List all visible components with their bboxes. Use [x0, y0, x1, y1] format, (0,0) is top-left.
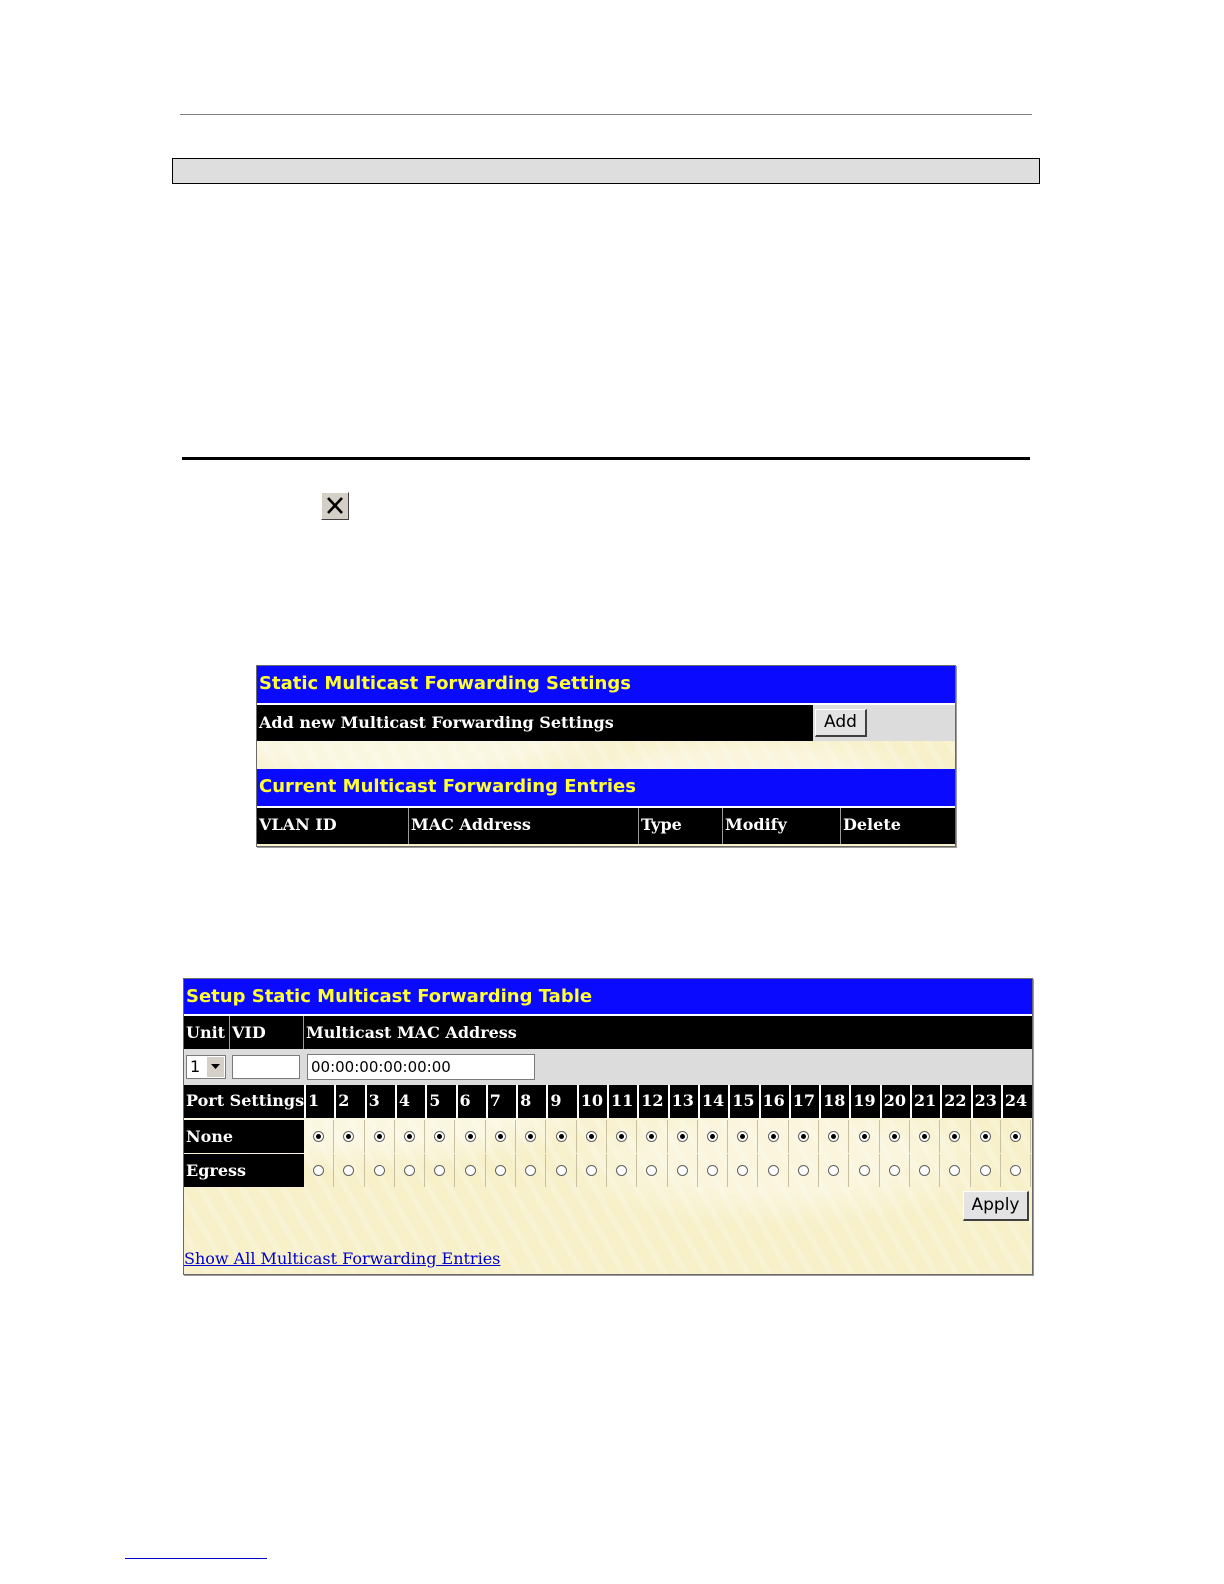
- none-label: None: [184, 1120, 304, 1153]
- none-radio-port-24[interactable]: [1010, 1131, 1021, 1142]
- egress-radio-cell-2: [334, 1154, 364, 1187]
- static-multicast-settings-panel: [256, 665, 956, 847]
- none-radio-port-3[interactable]: [374, 1131, 385, 1142]
- none-radio-port-21[interactable]: [919, 1131, 930, 1142]
- egress-radio-cell-24: [1001, 1154, 1031, 1187]
- egress-radio-cell-11: [607, 1154, 637, 1187]
- port-number-4: 4: [395, 1085, 425, 1118]
- egress-radio-cell-5: [425, 1154, 455, 1187]
- egress-radio-port-15[interactable]: [737, 1165, 748, 1176]
- none-radio-cell-18: [819, 1120, 849, 1153]
- port-number-20: 20: [880, 1085, 910, 1118]
- port-number-22: 22: [940, 1085, 970, 1118]
- port-number-13: 13: [668, 1085, 698, 1118]
- port-numbers-row: [184, 1085, 1032, 1118]
- egress-radio-port-12[interactable]: [646, 1165, 657, 1176]
- egress-radio-cell-6: [456, 1154, 486, 1187]
- egress-radio-cell-12: [637, 1154, 667, 1187]
- col-vlan-id: VLAN ID: [257, 808, 409, 844]
- none-radio-port-11[interactable]: [616, 1131, 627, 1142]
- egress-radio-cell-1: [304, 1154, 334, 1187]
- none-radio-port-7[interactable]: [495, 1131, 506, 1142]
- none-radio-cell-12: [637, 1120, 667, 1153]
- gray-header-bar: [172, 158, 1040, 184]
- none-radio-port-22[interactable]: [949, 1131, 960, 1142]
- none-radio-cell-4: [395, 1120, 425, 1153]
- panel2-title: Setup Static Multicast Forwarding Table: [184, 979, 1032, 1016]
- egress-radio-cell-19: [849, 1154, 879, 1187]
- section-rule: [182, 457, 1030, 460]
- egress-radio-port-2[interactable]: [343, 1165, 354, 1176]
- apply-button[interactable]: Apply: [963, 1191, 1029, 1221]
- port-number-14: 14: [698, 1085, 728, 1118]
- egress-radio-cell-22: [940, 1154, 970, 1187]
- none-radio-cell-11: [607, 1120, 637, 1153]
- none-radio-port-19[interactable]: [859, 1131, 870, 1142]
- egress-radio-cell-14: [698, 1154, 728, 1187]
- egress-radio-cell-17: [789, 1154, 819, 1187]
- egress-radio-port-14[interactable]: [707, 1165, 718, 1176]
- egress-radio-cell-20: [880, 1154, 910, 1187]
- add-row: [257, 705, 955, 741]
- spacer-row: [257, 741, 955, 769]
- egress-label: Egress: [184, 1154, 304, 1187]
- egress-radio-port-19[interactable]: [859, 1165, 870, 1176]
- none-radio-cell-20: [880, 1120, 910, 1153]
- none-radio-cell-10: [577, 1120, 607, 1153]
- none-radio-port-18[interactable]: [828, 1131, 839, 1142]
- vid-header: VID: [230, 1016, 304, 1049]
- unit-select-value: 1: [190, 1057, 201, 1076]
- none-radio-cell-2: [334, 1120, 364, 1153]
- none-radio-cell-14: [698, 1120, 728, 1153]
- none-radio-port-17[interactable]: [798, 1131, 809, 1142]
- entries-title: Current Multicast Forwarding Entries: [257, 769, 955, 808]
- port-number-11: 11: [607, 1085, 637, 1118]
- egress-radio-port-21[interactable]: [919, 1165, 930, 1176]
- none-radio-port-9[interactable]: [556, 1131, 567, 1142]
- panel1-title: Static Multicast Forwarding Settings: [257, 666, 955, 705]
- none-radio-port-8[interactable]: [525, 1131, 536, 1142]
- egress-radio-cell-8: [516, 1154, 546, 1187]
- unit-select[interactable]: [186, 1055, 226, 1079]
- egress-radio-port-18[interactable]: [828, 1165, 839, 1176]
- none-radio-cell-22: [940, 1120, 970, 1153]
- egress-radio-cell-23: [971, 1154, 1001, 1187]
- port-number-5: 5: [425, 1085, 455, 1118]
- port-number-6: 6: [456, 1085, 486, 1118]
- none-radio-cell-19: [849, 1120, 879, 1153]
- none-radio-cell-21: [910, 1120, 940, 1153]
- egress-radio-cell-16: [759, 1154, 789, 1187]
- port-number-8: 8: [516, 1085, 546, 1118]
- egress-radio-cell-15: [728, 1154, 758, 1187]
- footer-link-underline: [125, 1558, 267, 1559]
- none-radio-port-14[interactable]: [707, 1131, 718, 1142]
- multicast-mac-input[interactable]: [307, 1054, 535, 1080]
- col-delete: Delete: [843, 815, 901, 834]
- egress-radio-port-17[interactable]: [798, 1165, 809, 1176]
- entries-header-row: [257, 808, 955, 844]
- egress-radio-port-8[interactable]: [525, 1165, 536, 1176]
- chevron-down-icon[interactable]: [206, 1057, 224, 1077]
- none-radio-port-16[interactable]: [768, 1131, 779, 1142]
- egress-radio-cell-4: [395, 1154, 425, 1187]
- port-number-7: 7: [486, 1085, 516, 1118]
- col-modify: Modify: [723, 808, 841, 844]
- egress-radio-cell-13: [668, 1154, 698, 1187]
- egress-radio-port-1[interactable]: [313, 1165, 324, 1176]
- none-row: [184, 1120, 1032, 1153]
- show-all-entries-link[interactable]: Show All Multicast Forwarding Entries: [184, 1249, 501, 1268]
- egress-radio-cell-9: [546, 1154, 576, 1187]
- egress-radio-port-22[interactable]: [949, 1165, 960, 1176]
- add-button[interactable]: Add: [815, 709, 867, 737]
- none-radio-cell-9: [546, 1120, 576, 1153]
- port-number-17: 17: [789, 1085, 819, 1118]
- none-radio-cell-8: [516, 1120, 546, 1153]
- egress-radio-port-4[interactable]: [404, 1165, 415, 1176]
- none-radio-port-5[interactable]: [434, 1131, 445, 1142]
- none-radio-cell-15: [728, 1120, 758, 1153]
- port-number-3: 3: [365, 1085, 395, 1118]
- egress-radio-port-23[interactable]: [980, 1165, 991, 1176]
- col-type: Type: [639, 808, 723, 844]
- egress-radio-cell-18: [819, 1154, 849, 1187]
- none-radio-cell-16: [759, 1120, 789, 1153]
- col-mac-address: MAC Address: [409, 808, 639, 844]
- none-radio-cell-7: [486, 1120, 516, 1153]
- egress-radio-cell-7: [486, 1154, 516, 1187]
- none-radio-cell-1: [304, 1120, 334, 1153]
- none-radio-cell-5: [425, 1120, 455, 1153]
- none-radio-port-13[interactable]: [677, 1131, 688, 1142]
- egress-row: [184, 1154, 1032, 1187]
- mac-header-row: [184, 1016, 1032, 1049]
- none-radio-port-1[interactable]: [313, 1131, 324, 1142]
- input-row: [184, 1049, 1032, 1085]
- egress-radio-port-6[interactable]: [465, 1165, 476, 1176]
- egress-radio-cell-10: [577, 1154, 607, 1187]
- port-number-2: 2: [334, 1085, 364, 1118]
- none-radio-cell-3: [365, 1120, 395, 1153]
- egress-radio-port-20[interactable]: [889, 1165, 900, 1176]
- egress-radio-port-11[interactable]: [616, 1165, 627, 1176]
- port-number-12: 12: [637, 1085, 667, 1118]
- none-radio-port-4[interactable]: [404, 1131, 415, 1142]
- none-radio-port-15[interactable]: [737, 1131, 748, 1142]
- none-radio-cell-17: [789, 1120, 819, 1153]
- egress-radio-port-7[interactable]: [495, 1165, 506, 1176]
- egress-radio-port-5[interactable]: [434, 1165, 445, 1176]
- port-number-19: 19: [849, 1085, 879, 1118]
- port-number-1: 1: [304, 1085, 334, 1118]
- none-radio-cell-13: [668, 1120, 698, 1153]
- port-number-16: 16: [759, 1085, 789, 1118]
- port-number-18: 18: [819, 1085, 849, 1118]
- none-radio-port-23[interactable]: [980, 1131, 991, 1142]
- port-number-15: 15: [728, 1085, 758, 1118]
- egress-radio-port-16[interactable]: [768, 1165, 779, 1176]
- vid-input[interactable]: [232, 1055, 300, 1079]
- none-radio-cell-23: [971, 1120, 1001, 1153]
- none-radio-port-10[interactable]: [586, 1131, 597, 1142]
- none-radio-port-6[interactable]: [465, 1131, 476, 1142]
- egress-radio-port-13[interactable]: [677, 1165, 688, 1176]
- egress-radio-port-24[interactable]: [1010, 1165, 1021, 1176]
- top-rule: [180, 114, 1032, 115]
- port-number-9: 9: [546, 1085, 576, 1118]
- delete-x-icon: [321, 492, 349, 520]
- none-radio-cell-6: [456, 1120, 486, 1153]
- none-radio-port-2[interactable]: [343, 1131, 354, 1142]
- egress-radio-cell-21: [910, 1154, 940, 1187]
- port-number-10: 10: [577, 1085, 607, 1118]
- port-number-21: 21: [910, 1085, 940, 1118]
- none-radio-cell-24: [1001, 1120, 1031, 1153]
- port-settings-label: Port Settings: [186, 1091, 304, 1110]
- port-number-24: 24: [1001, 1085, 1031, 1118]
- add-new-label: Add new Multicast Forwarding Settings: [257, 705, 813, 741]
- egress-radio-cell-3: [365, 1154, 395, 1187]
- port-number-23: 23: [971, 1085, 1001, 1118]
- setup-static-multicast-table-panel: [183, 978, 1033, 1275]
- mac-header: Multicast MAC Address: [306, 1023, 517, 1042]
- unit-header: Unit: [184, 1016, 230, 1049]
- none-radio-port-20[interactable]: [889, 1131, 900, 1142]
- egress-radio-port-3[interactable]: [374, 1165, 385, 1176]
- egress-radio-port-10[interactable]: [586, 1165, 597, 1176]
- egress-radio-port-9[interactable]: [556, 1165, 567, 1176]
- none-radio-port-12[interactable]: [646, 1131, 657, 1142]
